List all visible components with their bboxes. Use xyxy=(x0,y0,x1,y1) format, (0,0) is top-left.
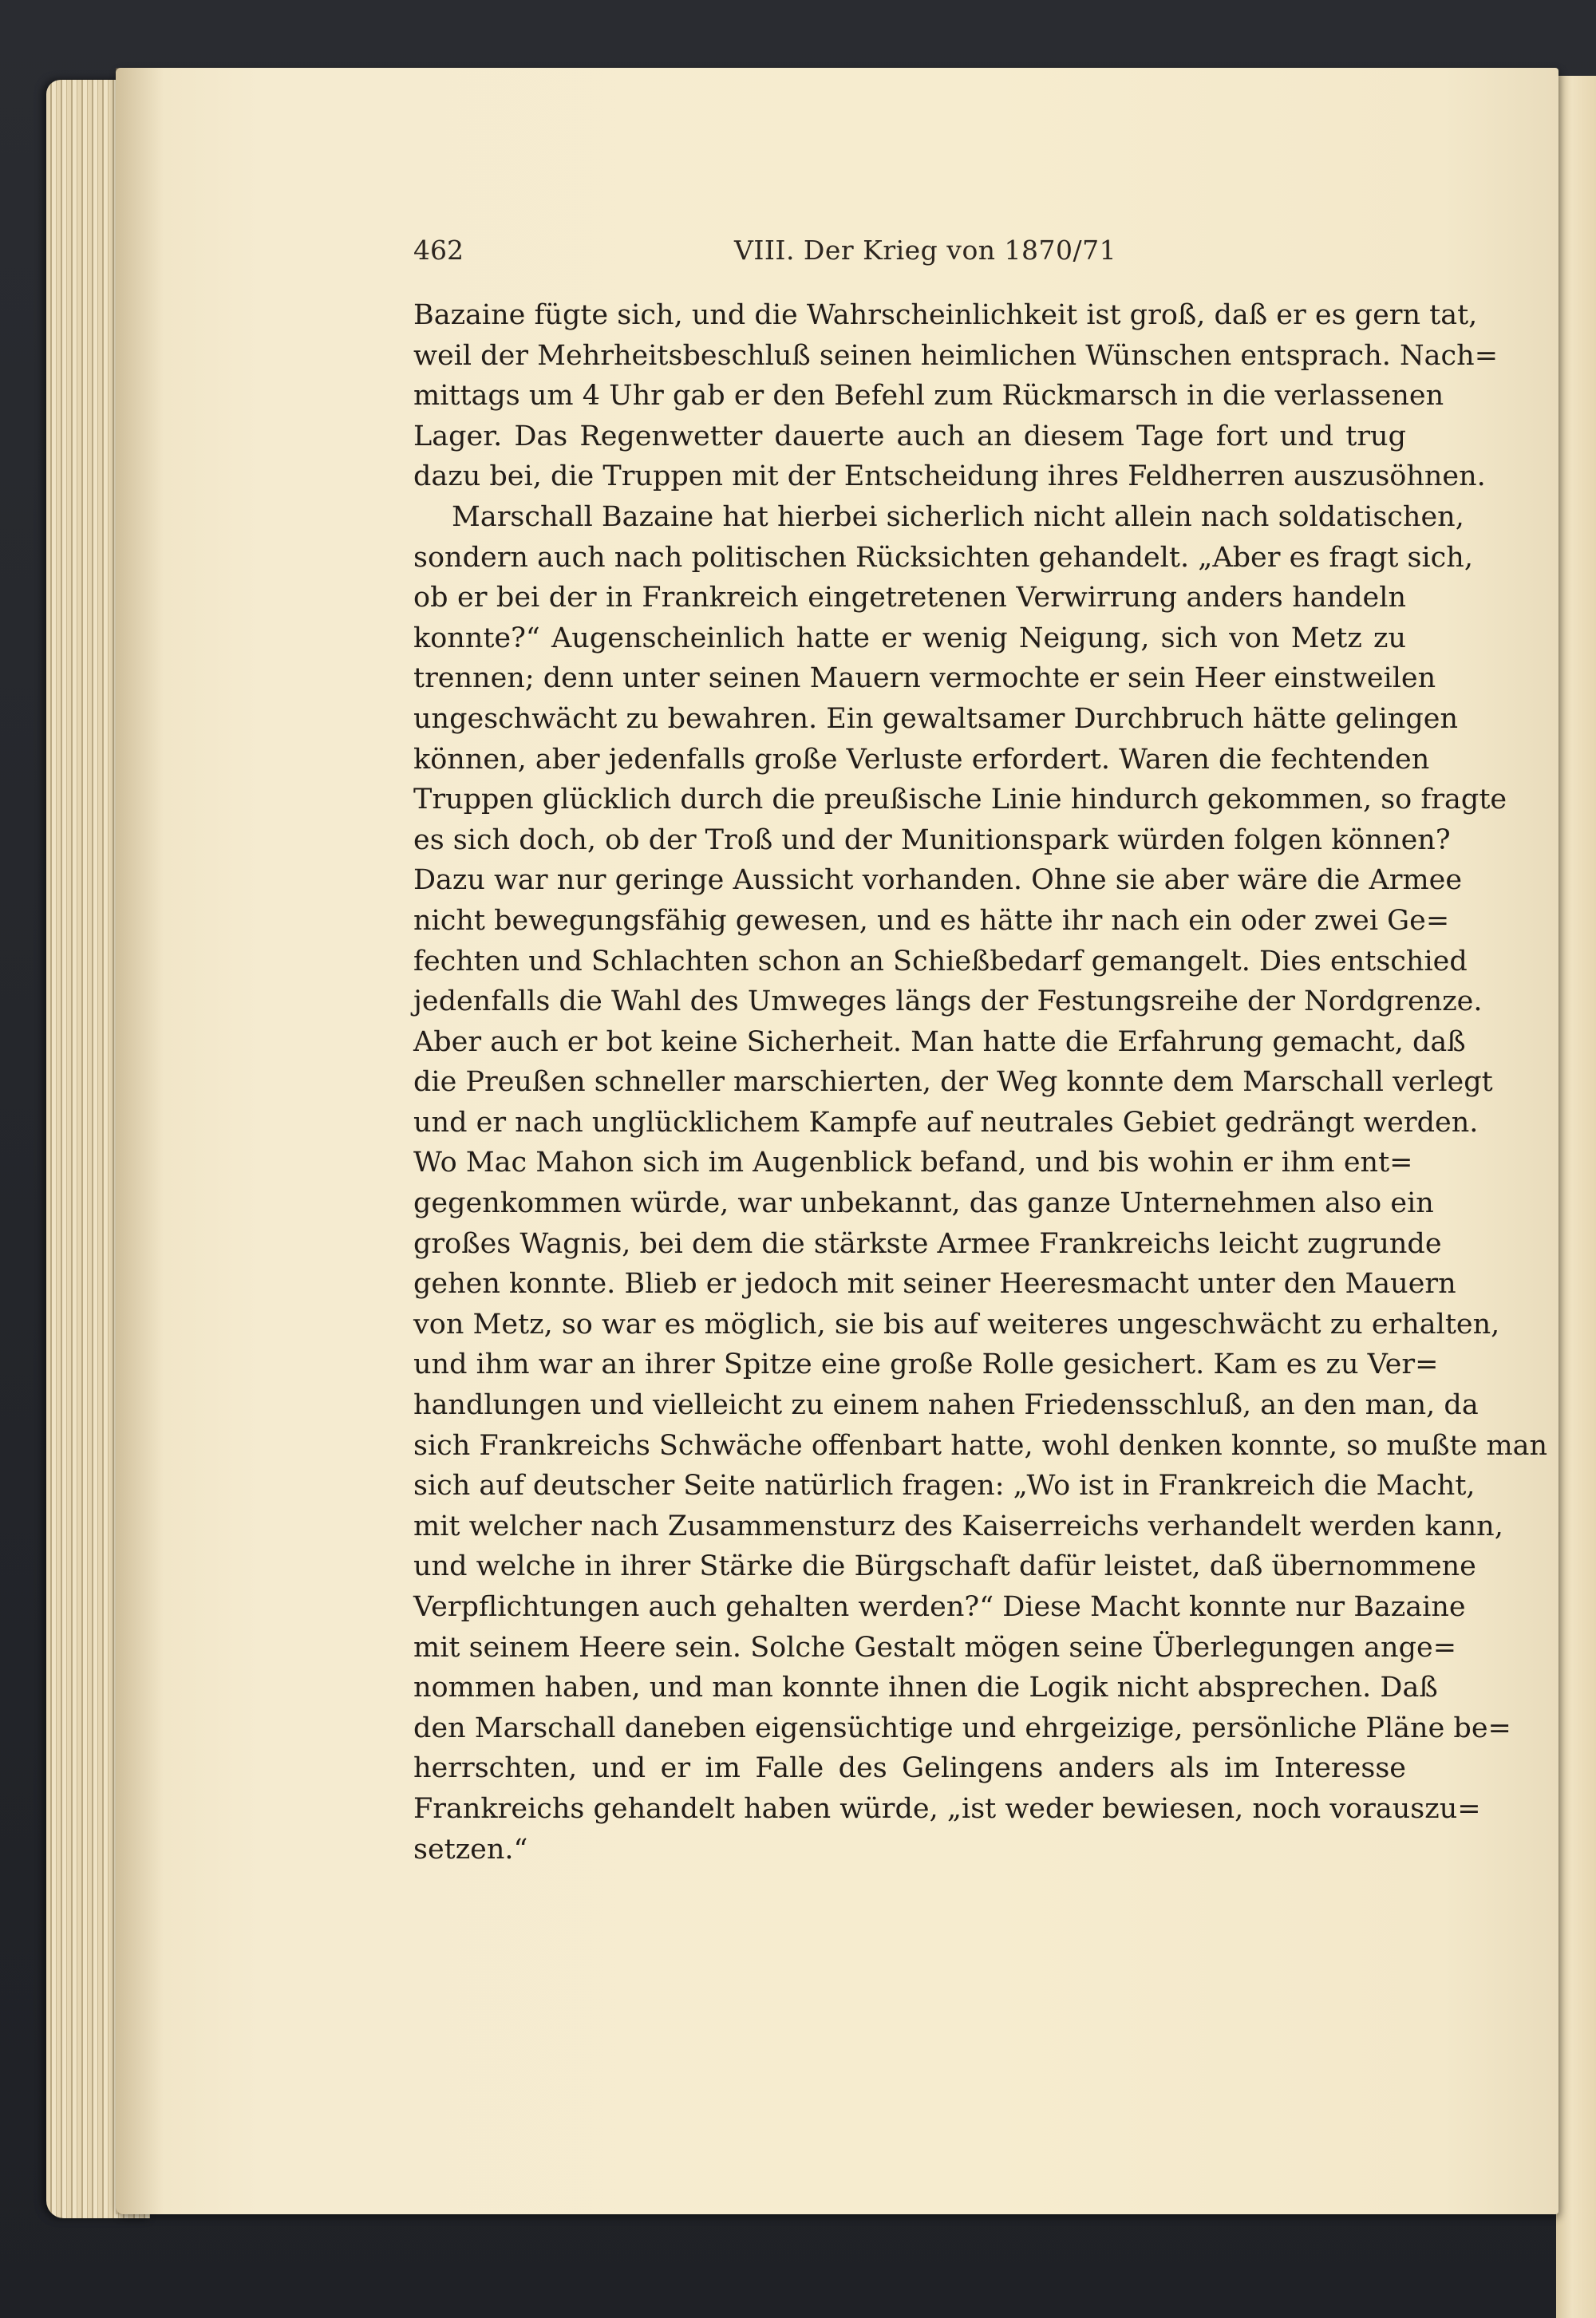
text-line: jedenfalls die Wahl des Umweges längs der Festungsreihe der Nordgrenze. xyxy=(413,985,1483,1018)
text-line: und welche in ihrer Stärke die Bürgschaft dafür leistet, daß übernommene xyxy=(413,1550,1476,1583)
text-line: sondern auch nach politischen Rücksichten gehandelt. „Aber es fragt sich, xyxy=(413,541,1473,574)
text-line: dazu bei, die Truppen mit der Entscheidung ihres Feldherren auszusöhnen. xyxy=(413,460,1486,493)
text-line: ungeschwächt zu bewahren. Ein gewaltsamer Durchbruch hätte gelingen xyxy=(413,702,1458,735)
text-line: Aber auch er bot keine Sicherheit. Man hatte die Erfahrung gemacht, daß xyxy=(413,1025,1466,1058)
page-header xyxy=(413,235,1406,274)
text-line: Dazu war nur geringe Aussicht vorhanden. Ohne sie aber wäre die Armee xyxy=(413,864,1463,897)
text-line: gehen konnte. Blieb er jedoch mit seiner Heeresmacht unter den Mauern xyxy=(413,1268,1456,1301)
text-line: und ihm war an ihrer Spitze eine große Rolle gesichert. Kam es zu Ver= xyxy=(413,1349,1439,1381)
text-line: von Metz, so war es möglich, sie bis auf weiteres ungeschwächt zu erhalten, xyxy=(413,1308,1500,1341)
text-line: großes Wagnis, bei dem die stärkste Armee Frankreichs leicht zugrunde xyxy=(413,1227,1442,1260)
text-line: Bazaine fügte sich, und die Wahrscheinlichkeit ist groß, daß er es gern tat, xyxy=(413,299,1478,331)
text-line: mit seinem Heere sein. Solche Gestalt mögen seine Überlegungen ange= xyxy=(413,1631,1457,1664)
text-line: weil der Mehrheitsbeschluß seinen heimlichen Wünschen entsprach. Nach= xyxy=(413,339,1499,372)
text-line: herrschten, und er im Falle des Gelingens anders als im Interesse xyxy=(413,1752,1406,1785)
running-head: VIII. Der Krieg von 1870/71 xyxy=(734,235,1117,266)
text-line: nicht bewegungsfähig gewesen, und es hätte ihr nach ein oder zwei Ge= xyxy=(413,904,1450,937)
text-line: Verpflichtungen auch gehalten werden?“ Diese Macht konnte nur Bazaine xyxy=(413,1591,1466,1623)
next-page-edge xyxy=(1556,76,1596,2318)
text-line: gegenkommen würde, war unbekannt, das ganze Unternehmen also ein xyxy=(413,1187,1434,1220)
text-line: setzen.“ xyxy=(413,1833,528,1866)
text-line: trennen; denn unter seinen Mauern vermochte er sein Heer einstweilen xyxy=(413,662,1436,695)
text-line: mittags um 4 Uhr gab er den Befehl zum Rückmarsch in die verlassenen xyxy=(413,380,1444,413)
text-line: handlungen und vielleicht zu einem nahen Friedensschluß, an den man, da xyxy=(413,1389,1479,1422)
text-line: den Marschall daneben eigensüchtige und ehrgeizige, persönliche Pläne be= xyxy=(413,1712,1511,1744)
text-line: Marschall Bazaine hat hierbei sicherlich nicht allein nach soldatischen, xyxy=(452,500,1464,533)
body-text xyxy=(413,295,1548,1870)
text-line: fechten und Schlachten schon an Schießbedarf gemangelt. Dies entschied xyxy=(413,945,1468,977)
text-line: es sich doch, ob der Troß und der Munitionspark würden folgen können? xyxy=(413,823,1451,856)
text-line: konnte?“ Augenscheinlich hatte er wenig Neigung, sich von Metz zu xyxy=(413,622,1406,654)
text-line: Frankreichs gehandelt haben würde, „ist weder bewiesen, noch vorauszu= xyxy=(413,1792,1481,1825)
text-line: Truppen glücklich durch die preußische Linie hindurch gekommen, so fragte xyxy=(413,784,1507,816)
text-line: sich auf deutscher Seite natürlich fragen: „Wo ist in Frankreich die Macht, xyxy=(413,1470,1476,1503)
text-line: Lager. Das Regenwetter dauerte auch an diesem Tage fort und trug xyxy=(413,420,1406,452)
text-line: mit welcher nach Zusammensturz des Kaiserreichs verhandelt werden kann, xyxy=(413,1510,1503,1542)
text-line: können, aber jedenfalls große Verluste erfordert. Waren die fechtenden xyxy=(413,743,1430,776)
text-line: ob er bei der in Frankreich eingetretenen Verwirrung anders handeln xyxy=(413,582,1406,614)
text-line: Wo Mac Mahon sich im Augenblick befand, und bis wohin er ihm ent= xyxy=(413,1147,1413,1179)
text-line: nommen haben, und man konnte ihnen die Logik nicht absprechen. Daß xyxy=(413,1672,1438,1704)
text-line: und er nach unglücklichem Kampfe auf neutrales Gebiet gedrängt werden. xyxy=(413,1106,1479,1139)
text-line: sich Frankreichs Schwäche offenbart hatte, wohl denken konnte, so mußte man xyxy=(413,1429,1548,1462)
page-number: 462 xyxy=(413,235,464,266)
gutter-shadow xyxy=(116,68,164,2214)
text-line: die Preußen schneller marschierten, der Weg konnte dem Marschall verlegt xyxy=(413,1066,1493,1099)
